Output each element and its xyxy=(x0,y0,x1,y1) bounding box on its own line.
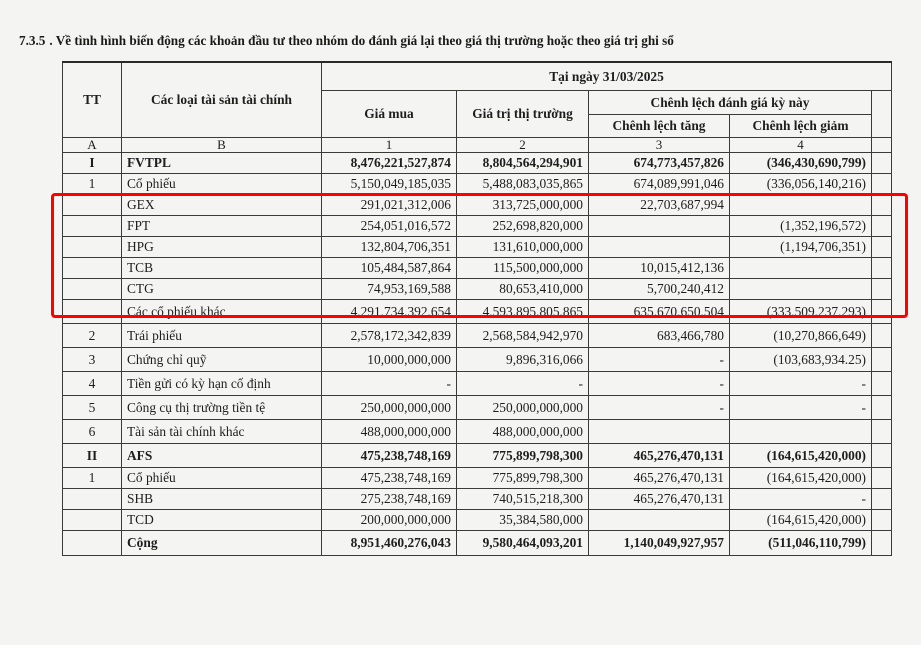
asset-name-cell: TCB xyxy=(122,258,322,279)
increase-cell: 465,276,470,131 xyxy=(589,489,730,510)
section-heading xyxy=(19,33,674,49)
row-number-cell xyxy=(63,237,122,258)
market-value-cell: 313,725,000,000 xyxy=(457,195,589,216)
header-revaluation-group: Chênh lệch đánh giá kỳ này xyxy=(589,91,872,115)
market-value-cell: - xyxy=(457,372,589,396)
market-value-cell: 8,804,564,294,901 xyxy=(457,153,589,174)
asset-name-cell: Tài sản tài chính khác xyxy=(122,420,322,444)
increase-cell: 465,276,470,131 xyxy=(589,444,730,468)
index-cell: 1 xyxy=(322,138,457,153)
table-row xyxy=(63,174,892,195)
row-number-cell: 1 xyxy=(63,468,122,489)
asset-name-cell: Chứng chỉ quỹ xyxy=(122,348,322,372)
increase-cell: 674,773,457,826 xyxy=(589,153,730,174)
header-market-value: Giá trị thị trường xyxy=(457,91,589,138)
purchase-price-cell: 132,804,706,351 xyxy=(322,237,457,258)
header-extra-column xyxy=(872,91,892,138)
extra-column-cell xyxy=(872,531,892,556)
index-cell: 4 xyxy=(730,138,872,153)
decrease-cell: - xyxy=(730,372,872,396)
asset-name-cell: AFS xyxy=(122,444,322,468)
header-tt: TT xyxy=(63,62,122,138)
row-number-cell: I xyxy=(63,153,122,174)
asset-name-cell: GEX xyxy=(122,195,322,216)
row-number-cell xyxy=(63,216,122,237)
table-row xyxy=(63,258,892,279)
increase-cell: 1,140,049,927,957 xyxy=(589,531,730,556)
decrease-cell: (333,509,237,293) xyxy=(730,300,872,324)
purchase-price-cell: 105,484,587,864 xyxy=(322,258,457,279)
extra-column-cell xyxy=(872,372,892,396)
increase-cell: 683,466,780 xyxy=(589,324,730,348)
column-index-row xyxy=(63,138,892,153)
row-number-cell: II xyxy=(63,444,122,468)
row-number-cell: 5 xyxy=(63,396,122,420)
purchase-price-cell: 74,953,169,588 xyxy=(322,279,457,300)
increase-cell: 10,015,412,136 xyxy=(589,258,730,279)
table-row xyxy=(63,237,892,258)
decrease-cell: (164,615,420,000) xyxy=(730,444,872,468)
decrease-cell: (103,683,934.25) xyxy=(730,348,872,372)
purchase-price-cell: 250,000,000,000 xyxy=(322,396,457,420)
asset-name-cell: Cộng xyxy=(122,531,322,556)
extra-column-cell xyxy=(872,300,892,324)
increase-cell xyxy=(589,237,730,258)
header-increase: Chênh lệch tăng xyxy=(589,115,730,138)
decrease-cell xyxy=(730,420,872,444)
asset-name-cell: Công cụ thị trường tiền tệ xyxy=(122,396,322,420)
table-row xyxy=(63,216,892,237)
market-value-cell: 80,653,410,000 xyxy=(457,279,589,300)
index-cell: A xyxy=(63,138,122,153)
decrease-cell: (164,615,420,000) xyxy=(730,510,872,531)
decrease-cell: (10,270,866,649) xyxy=(730,324,872,348)
asset-name-cell: FPT xyxy=(122,216,322,237)
decrease-cell xyxy=(730,195,872,216)
purchase-price-cell: 8,476,221,527,874 xyxy=(322,153,457,174)
asset-name-cell: TCD xyxy=(122,510,322,531)
extra-column-cell xyxy=(872,324,892,348)
market-value-cell: 5,488,083,035,865 xyxy=(457,174,589,195)
index-cell: 3 xyxy=(589,138,730,153)
decrease-cell: - xyxy=(730,396,872,420)
table-row xyxy=(63,420,892,444)
row-number-cell xyxy=(63,489,122,510)
market-value-cell: 2,568,584,942,970 xyxy=(457,324,589,348)
increase-cell: 465,276,470,131 xyxy=(589,468,730,489)
increase-cell: 635,670,650,504 xyxy=(589,300,730,324)
row-number-cell: 4 xyxy=(63,372,122,396)
market-value-cell: 775,899,798,300 xyxy=(457,468,589,489)
market-value-cell: 131,610,000,000 xyxy=(457,237,589,258)
extra-column-cell xyxy=(872,174,892,195)
market-value-cell: 740,515,218,300 xyxy=(457,489,589,510)
table-row xyxy=(63,468,892,489)
market-value-cell: 252,698,820,000 xyxy=(457,216,589,237)
market-value-cell: 115,500,000,000 xyxy=(457,258,589,279)
extra-column-cell xyxy=(872,396,892,420)
purchase-price-cell: 8,951,460,276,043 xyxy=(322,531,457,556)
purchase-price-cell: 5,150,049,185,035 xyxy=(322,174,457,195)
purchase-price-cell: 4,291,734,392,654 xyxy=(322,300,457,324)
asset-name-cell: HPG xyxy=(122,237,322,258)
purchase-price-cell: 2,578,172,342,839 xyxy=(322,324,457,348)
purchase-price-cell: 475,238,748,169 xyxy=(322,468,457,489)
extra-column-cell xyxy=(872,468,892,489)
table-row xyxy=(63,195,892,216)
index-cell xyxy=(872,138,892,153)
asset-name-cell: Các cổ phiếu khác xyxy=(122,300,322,324)
asset-name-cell: SHB xyxy=(122,489,322,510)
asset-name-cell: Cổ phiếu xyxy=(122,468,322,489)
row-number-cell xyxy=(63,195,122,216)
extra-column-cell xyxy=(872,444,892,468)
row-number-cell xyxy=(63,531,122,556)
header-purchase-price: Giá mua xyxy=(322,91,457,138)
market-value-cell: 775,899,798,300 xyxy=(457,444,589,468)
table-row xyxy=(63,324,892,348)
decrease-cell: (164,615,420,000) xyxy=(730,468,872,489)
decrease-cell: (1,352,196,572) xyxy=(730,216,872,237)
extra-column-cell xyxy=(872,237,892,258)
row-number-cell xyxy=(63,279,122,300)
table-row xyxy=(63,489,892,510)
decrease-cell xyxy=(730,279,872,300)
increase-cell xyxy=(589,420,730,444)
extra-column-cell xyxy=(872,348,892,372)
header-date-group: Tại ngày 31/03/2025 xyxy=(322,62,892,91)
purchase-price-cell: 254,051,016,572 xyxy=(322,216,457,237)
asset-name-cell: CTG xyxy=(122,279,322,300)
purchase-price-cell: 291,021,312,006 xyxy=(322,195,457,216)
increase-cell xyxy=(589,216,730,237)
market-value-cell: 250,000,000,000 xyxy=(457,396,589,420)
asset-name-cell: Cổ phiếu xyxy=(122,174,322,195)
market-value-cell: 9,896,316,066 xyxy=(457,348,589,372)
table-row xyxy=(63,300,892,324)
purchase-price-cell: 10,000,000,000 xyxy=(322,348,457,372)
decrease-cell: (511,046,110,799) xyxy=(730,531,872,556)
asset-name-cell: Trái phiếu xyxy=(122,324,322,348)
extra-column-cell xyxy=(872,510,892,531)
extra-column-cell xyxy=(872,420,892,444)
table-row xyxy=(63,348,892,372)
extra-column-cell xyxy=(872,153,892,174)
decrease-cell xyxy=(730,258,872,279)
increase-cell: 674,089,991,046 xyxy=(589,174,730,195)
increase-cell: - xyxy=(589,348,730,372)
extra-column-cell xyxy=(872,279,892,300)
table-row xyxy=(63,444,892,468)
table-row xyxy=(63,510,892,531)
extra-column-cell xyxy=(872,216,892,237)
increase-cell: - xyxy=(589,396,730,420)
header-asset-type: Các loại tài sản tài chính xyxy=(122,62,322,138)
table-row xyxy=(63,396,892,420)
increase-cell: - xyxy=(589,372,730,396)
row-number-cell: 2 xyxy=(63,324,122,348)
purchase-price-cell: 200,000,000,000 xyxy=(322,510,457,531)
asset-name-cell: FVTPL xyxy=(122,153,322,174)
extra-column-cell xyxy=(872,258,892,279)
row-number-cell xyxy=(63,258,122,279)
table-row xyxy=(63,153,892,174)
decrease-cell: (336,056,140,216) xyxy=(730,174,872,195)
header-decrease: Chênh lệch giảm xyxy=(730,115,872,138)
row-number-cell: 6 xyxy=(63,420,122,444)
table-row xyxy=(63,372,892,396)
decrease-cell: - xyxy=(730,489,872,510)
asset-name-cell: Tiền gửi có kỳ hạn cố định xyxy=(122,372,322,396)
section-title: . Về tình hình biến động các khoản đầu tư theo nhóm do đánh giá lại theo giá thị trường hoặc theo giá trị ghi sổ xyxy=(49,33,674,48)
purchase-price-cell: 275,238,748,169 xyxy=(322,489,457,510)
increase-cell: 22,703,687,994 xyxy=(589,195,730,216)
row-number-cell: 1 xyxy=(63,174,122,195)
market-value-cell: 9,580,464,093,201 xyxy=(457,531,589,556)
total-row xyxy=(63,531,892,556)
market-value-cell: 4,593,895,805,865 xyxy=(457,300,589,324)
extra-column-cell xyxy=(872,195,892,216)
increase-cell xyxy=(589,510,730,531)
row-number-cell xyxy=(63,510,122,531)
section-number: 7.3.5 xyxy=(19,33,46,48)
decrease-cell: (346,430,690,799) xyxy=(730,153,872,174)
purchase-price-cell: - xyxy=(322,372,457,396)
index-cell: 2 xyxy=(457,138,589,153)
purchase-price-cell: 475,238,748,169 xyxy=(322,444,457,468)
market-value-cell: 35,384,580,000 xyxy=(457,510,589,531)
table-row xyxy=(63,279,892,300)
market-value-cell: 488,000,000,000 xyxy=(457,420,589,444)
investment-revaluation-table xyxy=(62,61,892,556)
row-number-cell xyxy=(63,300,122,324)
extra-column-cell xyxy=(872,489,892,510)
index-cell: B xyxy=(122,138,322,153)
purchase-price-cell: 488,000,000,000 xyxy=(322,420,457,444)
increase-cell: 5,700,240,412 xyxy=(589,279,730,300)
decrease-cell: (1,194,706,351) xyxy=(730,237,872,258)
row-number-cell: 3 xyxy=(63,348,122,372)
